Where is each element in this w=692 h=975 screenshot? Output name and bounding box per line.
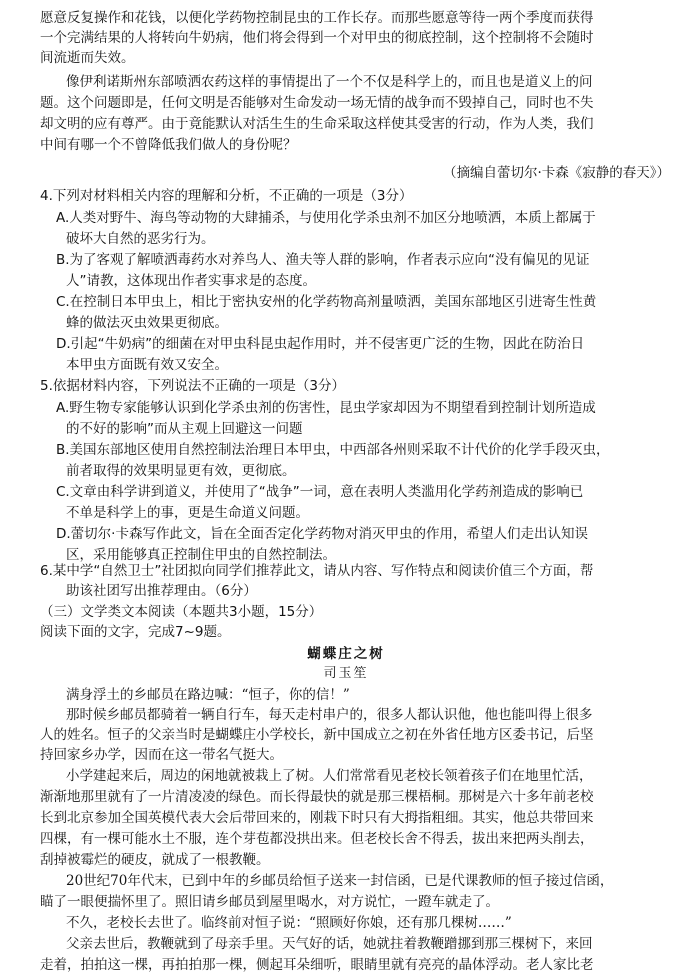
question-6-stem: 6.某中学“自然卫士”社团拟向同学们推荐此文，请从内容、写作特点和阅读价值三个方面，帮 [40,563,594,579]
story-line: 那时候乡邮员都骑着一辆自行车，每天走村串户的，很多人都认识他，他也能叫得上很多 [66,707,593,723]
passage-line: 像伊利诺斯州东部喷洒农药这样的事情提出了一个不仅是科学上的，而且也是道义上的问 [66,74,593,90]
question-5-option-c: C.文章由科学讲到道义，并使用了“战争”一词，意在表明人类滥用化学药剂造成的影响已 [56,484,584,500]
story-line: 长到北京参加全国英模代表大会后带回来的，刚栽下时只有大拇指粗细。其实，他总共带回来 [40,810,594,826]
question-5-option-a-cont: 的不好的影响”而从主观上回避这一问题 [66,421,303,437]
question-4-option-b: B.为了客观了解喷洒毒药水对养鸟人、渔夫等人群的影响，作者表示应向“没有偏见的见证 [56,252,590,268]
question-5-stem: 5.依据材料内容，下列说法不正确的一项是（3分） [40,378,345,394]
story-line: 20世纪70年代末，已到中年的乡邮员给恒子送来一封信函，已是代课教师的恒子接过信函， [66,873,614,889]
passage-line: 题。这个问题即是，任何文明是否能够对生命发动一场无情的战争而不毁掉自己，同时也不失 [40,95,594,111]
story-line: 四棵，有一棵可能水土不服，连个芽苞都没拱出来。但老校长舍不得丢，拔出来把两头削去， [40,831,594,847]
question-5-option-c-cont: 不单是科学上的事，更是生命道义问题。 [66,505,309,521]
question-4-option-a: A.人类对野牛、海鸟等动物的大肆捕杀，与使用化学杀虫剂不加区分地喷洒，本质上都属于 [56,210,596,226]
passage-line: 中间有哪一个不曾降低我们做人的身份呢？ [40,137,297,153]
question-5-option-d-cont: 区，采用能够真正控制住甲虫的自然控制法。 [66,547,336,563]
question-5-option-b-cont: 前者取得的效果明显更有效，更彻底。 [66,463,296,479]
story-line: 刮掉被霉烂的硬皮，就成了一根教鞭。 [40,852,270,868]
question-4-option-c-cont: 蜂的做法灭虫效果更彻底。 [66,315,228,331]
question-5-option-d: D.蕾切尔·卡森写作此文，旨在全面否定化学药物对消灭甲虫的作用，希望人们走出认知误 [56,526,588,542]
passage-line: 愿意反复操作和花钱，以便化学药物控制昆虫的工作长存。而那些愿意等待一两个季度而获得 [40,10,594,26]
story-line: 小学建起来后，周边的闲地就被栽上了树。人们常常看见老校长领着孩子们在地里忙活， [66,768,593,784]
question-5-option-a: A.野生物专家能够认识到化学杀虫剂的伤害性，昆虫学家却因为不期望看到控制计划所造成 [56,400,596,416]
question-4-option-c: C.在控制日本甲虫上，相比于密执安州的化学药物高剂量喷洒，美国东部地区引进寄生性黄 [56,294,597,310]
question-4-option-d: D.引起“牛奶病”的细菌在对甲虫科昆虫起作用时，并不侵害更广泛的生物，因此在防治日 [56,336,585,352]
story-author: 司玉笙 [323,666,369,681]
question-4-option-a-cont: 破坏大自然的恶劣行为。 [66,231,215,247]
read-instruction: 阅读下面的文字，完成7~9题。 [40,624,231,640]
source-note: （摘编自蕾切尔·卡森《寂静的春天》） [442,165,670,181]
question-5-option-b: B.美国东部地区使用自然控制法治理日本甲虫，中西部各州则采取不计代价的化学手段灭虫， [56,442,610,458]
passage-line: 间流逝而失效。 [40,50,135,66]
question-6-stem-cont: 助该社团写出推荐理由。（6分） [66,583,257,599]
story-line: 持回家乡办学，因而在这一带名气挺大。 [40,747,283,763]
story-line: 父亲去世后，教鞭就到了母亲手里。天气好的话，她就拄着教鞭蹭挪到那三棵树下，来回 [66,936,593,952]
story-line: 走着，拍拍这一棵，再拍拍那一棵，侧起耳朵细听，眼睛里就有亮亮的晶体浮动。老人家比老 [40,957,594,973]
story-title: 蝴蝶庄之树 [307,646,385,662]
story-line: 不久，老校长去世了。临终前对恒子说：“照顾好你娘，还有那几棵树……” [66,915,512,931]
question-4-option-b-cont: 人”请教，这体现出作者实事求是的态度。 [66,273,316,289]
question-4-option-d-cont: 本甲虫方面既有效又安全。 [66,357,228,373]
story-line: 渐渐地那里就有了一片清凌凌的绿色。而长得最快的就是那三棵梧桐。那树是六十多年前老校 [40,789,594,805]
passage-line: 一个完满结果的人将转向牛奶病，他们将会得到一个对甲虫的彻底控制，这个控制将不会随时 [40,30,594,46]
section-header: （三）文学类文本阅读（本题共3小题，15分） [40,604,323,620]
passage-line: 却文明的应有尊严。由于竟能默认对活生生的生命采取这样使其受害的行动，作为人类，我们 [40,116,594,132]
question-4-stem: 4.下列对材料相关内容的理解和分析，不正确的一项是（3分） [40,188,413,204]
story-line: 人的姓名。恒子的父亲当时是蝴蝶庄小学校长，新中国成立之初在外省任地方区委书记，后坚 [40,727,594,743]
story-line: 瞄了一眼便揣怀里了。照旧请乡邮员到屋里喝水，对方说忙，一蹬车就走了。 [40,894,499,910]
story-line: 满身浮土的乡邮员在路边喊：“恒子，你的信！” [66,687,350,703]
